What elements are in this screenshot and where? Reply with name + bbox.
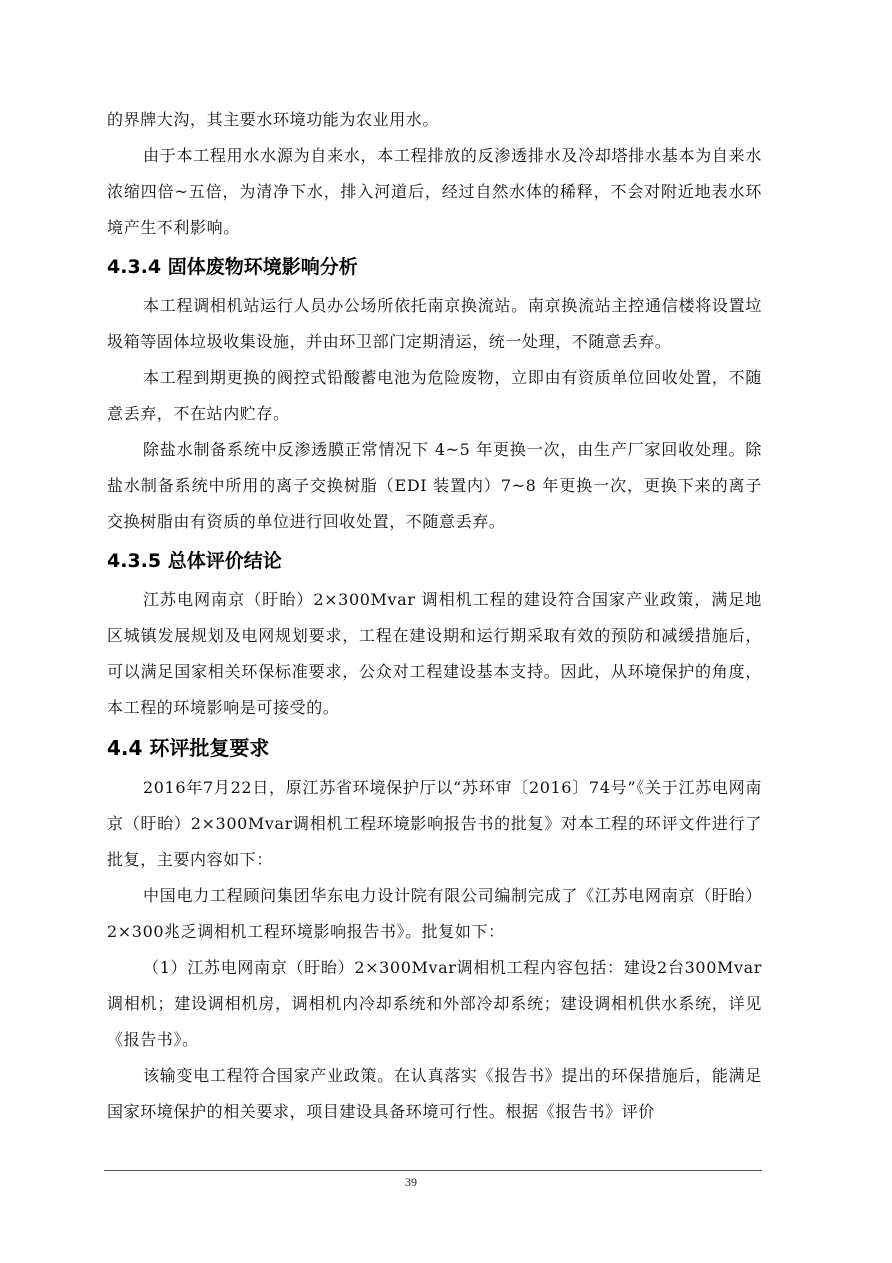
section-heading-4-3-5: 4.3.5 总体评价结论	[107, 550, 282, 572]
paragraph: 江苏电网南京（盱眙）2×300Mvar 调相机工程的建设符合国家产业政策，满足地区城镇发展规划及电网规划要求，工程在建设期和运行期采取有效的预防和减缓措施后，可以满足国家相关环保标准要求，公众对工程建设基本支持。因此，从环境保护的角度，本工程的环境影响是可接受的。	[107, 590, 762, 717]
footer-divider	[104, 1170, 762, 1171]
section-heading-4-4: 4.4 环评批复要求	[107, 736, 270, 760]
section-heading-4-3-4: 4.3.4 固体废物环境影响分析	[107, 256, 358, 278]
paragraph: 中国电力工程顾问集团华东电力设计院有限公司编制完成了《江苏电网南京（盱眙）2×300兆乏调相机工程环境影响报告书》。批复如下：	[107, 886, 762, 941]
document-body	[107, 102, 762, 1130]
paragraph: 由于本工程用水水源为自来水，本工程排放的反渗透排水及冷却塔排水基本为自来水浓缩四倍~五倍，为清净下水，排入河道后，经过自然水体的稀释，不会对附近地表水环境产生不利影响。	[107, 146, 762, 237]
paragraph: 除盐水制备系统中反渗透膜正常情况下 4~5 年更换一次，由生产厂家回收处理。除盐水制备系统中所用的离子交换树脂（EDI 装置内）7~8 年更换一次，更换下来的离子交换树脂由有资质的单位进行回收处置，不随意丢弃。	[107, 440, 762, 531]
page-number: 39	[405, 1175, 417, 1189]
paragraph: 本工程调相机站运行人员办公场所依托南京换流站。南京换流站主控通信楼将设置垃圾箱等固体垃圾收集设施，并由环卫部门定期清运，统一处理，不随意丢弃。	[107, 296, 762, 351]
paragraph: 2016年7月22日，原江苏省环境保护厅以“苏环审〔2016〕74号”《关于江苏电网南京（盱眙）2×300Mvar调相机工程环境影响报告书的批复》对本工程的环评文件进行了批复，主要内容如下：	[107, 778, 762, 869]
paragraph: 该输变电工程符合国家产业政策。在认真落实《报告书》提出的环保措施后，能满足国家环境保护的相关要求，项目建设具备环境可行性。根据《报告书》评价	[107, 1066, 762, 1121]
list-item-paragraph: （1）江苏电网南京（盱眙）2×300Mvar调相机工程内容包括：建设2台300Mvar调相机；建设调相机房，调相机内冷却系统和外部冷却系统；建设调相机供水系统，详见《报告书》。	[107, 958, 762, 1049]
paragraph: 的界牌大沟，其主要水环境功能为农业用水。	[107, 110, 440, 129]
paragraph: 本工程到期更换的阀控式铅酸蓄电池为危险废物，立即由有资质单位回收处置，不随意丢弃，不在站内贮存。	[107, 368, 762, 423]
